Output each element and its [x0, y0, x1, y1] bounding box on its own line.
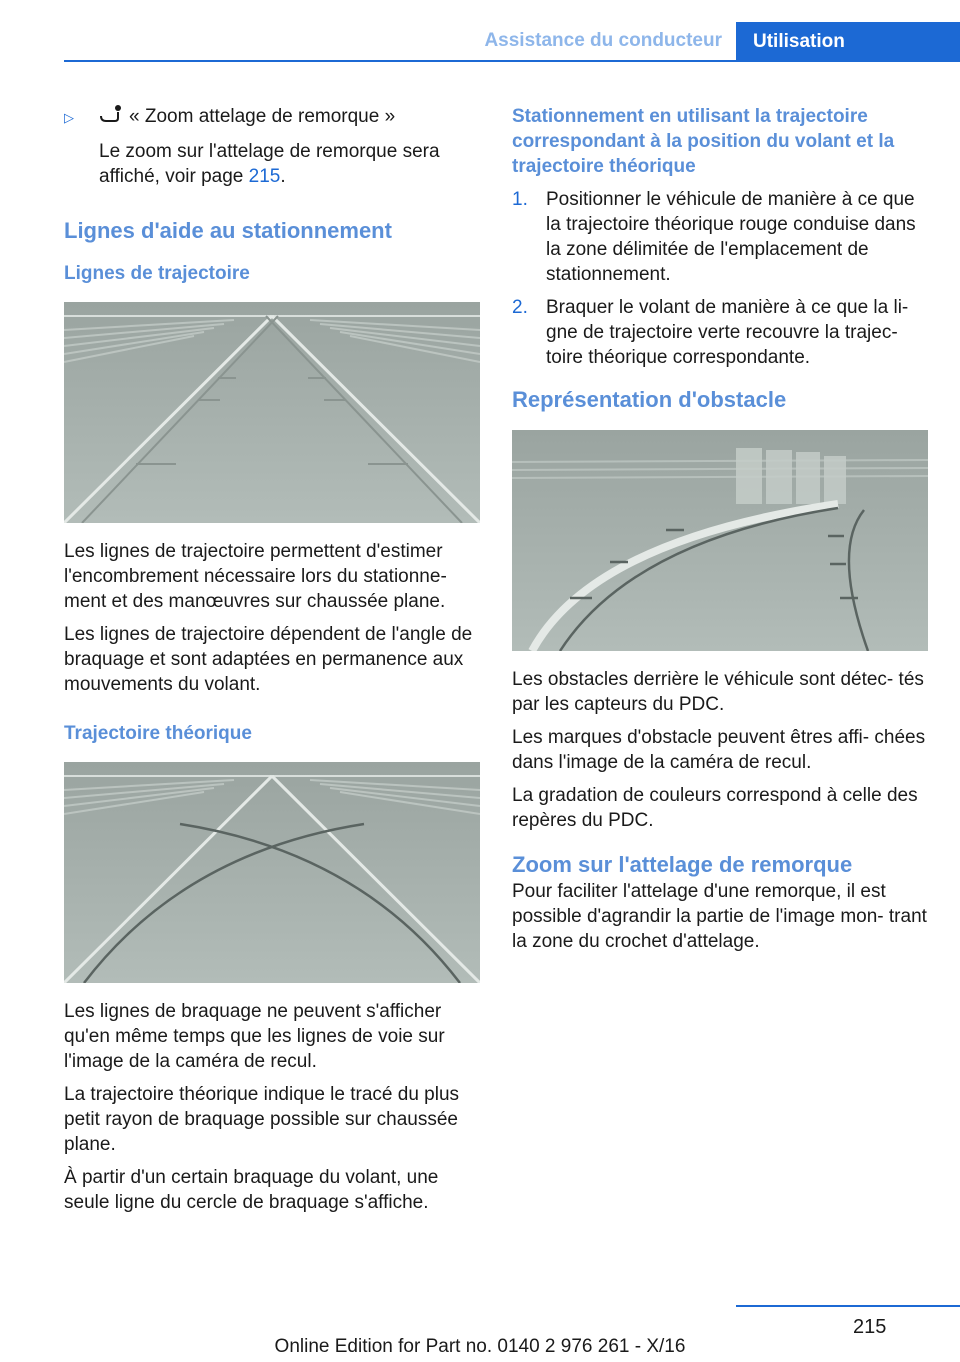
- paragraph-theoretical-2: La trajectoire théorique indique le tracé du plus petit rayon de braquage possible sur chaussée plane.: [64, 1084, 460, 1155]
- step-text: Braquer le volant de manière à ce que la li‐ gne de trajectoire verte recouvre la trajec‐ toire théorique correspondante.: [546, 297, 909, 368]
- page-link-215[interactable]: 215: [248, 166, 281, 187]
- heading-theoretical-trajectory: Trajectoire théorique: [64, 723, 252, 744]
- right-column: [512, 104, 928, 962]
- left-column: [64, 104, 480, 1223]
- paragraph-obstacle-1: Les obstacles derrière le véhicule sont détec‐ tés par les capteurs du PDC.: [512, 669, 924, 715]
- page-number: 215: [853, 1316, 887, 1338]
- paragraph-trajectory-2: Les lignes de trajectoire dépendent de l'angle de braquage et sont adaptées en permanence aux mouvements du volant.: [64, 624, 473, 695]
- paragraph-obstacle-3: La gradation de couleurs correspond à celle des repères du PDC.: [512, 785, 918, 831]
- bullet-description: Le zoom sur l'attelage de remorque sera affiché, voir page 215.: [99, 141, 440, 187]
- theoretical-trajectory-image: [64, 762, 480, 983]
- edition-footer: Online Edition for Part no. 0140 2 976 261 - X/16: [274, 1336, 686, 1357]
- heading-hitch-zoom: Zoom sur l'attelage de remorque: [512, 852, 853, 877]
- heading-parking-lines: Lignes d'aide au stationnement: [64, 218, 392, 243]
- header-tab-utilisation[interactable]: Utilisation: [736, 22, 960, 62]
- paragraph-theoretical-3: À partir d'un certain braquage du volant, une seule ligne du cercle de braquage s'affiche.: [64, 1167, 439, 1213]
- header-section-title: Assistance du conducteur: [484, 30, 722, 51]
- heading-obstacle-representation: Représentation d'obstacle: [512, 387, 787, 412]
- paragraph-hitch-zoom: Pour faciliter l'attelage d'une remorque, il est possible d'agrandir la partie de l'image mon‐ trant la zone du crochet d'attelage.: [512, 881, 927, 952]
- bullet-triangle-icon: ▷: [64, 110, 74, 125]
- paragraph-trajectory-1: Les lignes de trajectoire permettent d'estimer l'encombrement nécessaire lors du stationne‐ ment et des manœuvres sur chaussée plane.: [64, 541, 447, 612]
- bullet-text: « Zoom attelage de remorque »: [129, 106, 396, 127]
- heading-trajectory-lines: Lignes de trajectoire: [64, 263, 250, 284]
- footer-rule: [736, 1305, 960, 1307]
- trajectory-lines-image: [64, 302, 480, 523]
- step-number: 2.: [512, 297, 528, 318]
- steps-list: [512, 187, 928, 370]
- paragraph-obstacle-2: Les marques d'obstacle peuvent êtres affi‐ chées dans l'image de la caméra de recul.: [512, 727, 926, 773]
- list-item: [512, 295, 928, 370]
- paragraph-theoretical-1: Les lignes de braquage ne peuvent s'afficher qu'en même temps que les lignes de voie sur l'image de la caméra de recul.: [64, 1001, 445, 1072]
- step-text: Positionner le véhicule de manière à ce que la trajectoire théorique rouge conduise dans la zone délimitée de l'emplacement de stationnement.: [546, 189, 916, 285]
- trailer-hitch-icon: [99, 104, 121, 131]
- bullet-item-zoom: [64, 104, 480, 197]
- step-number: 1.: [512, 189, 528, 210]
- heading-parking-using-trajectory: Stationnement en utilisant la trajectoire correspondant à la position du volant et la trajectoire théorique: [512, 106, 895, 177]
- obstacle-image: [512, 430, 928, 651]
- list-item: [512, 187, 928, 287]
- header-rule: [64, 60, 960, 62]
